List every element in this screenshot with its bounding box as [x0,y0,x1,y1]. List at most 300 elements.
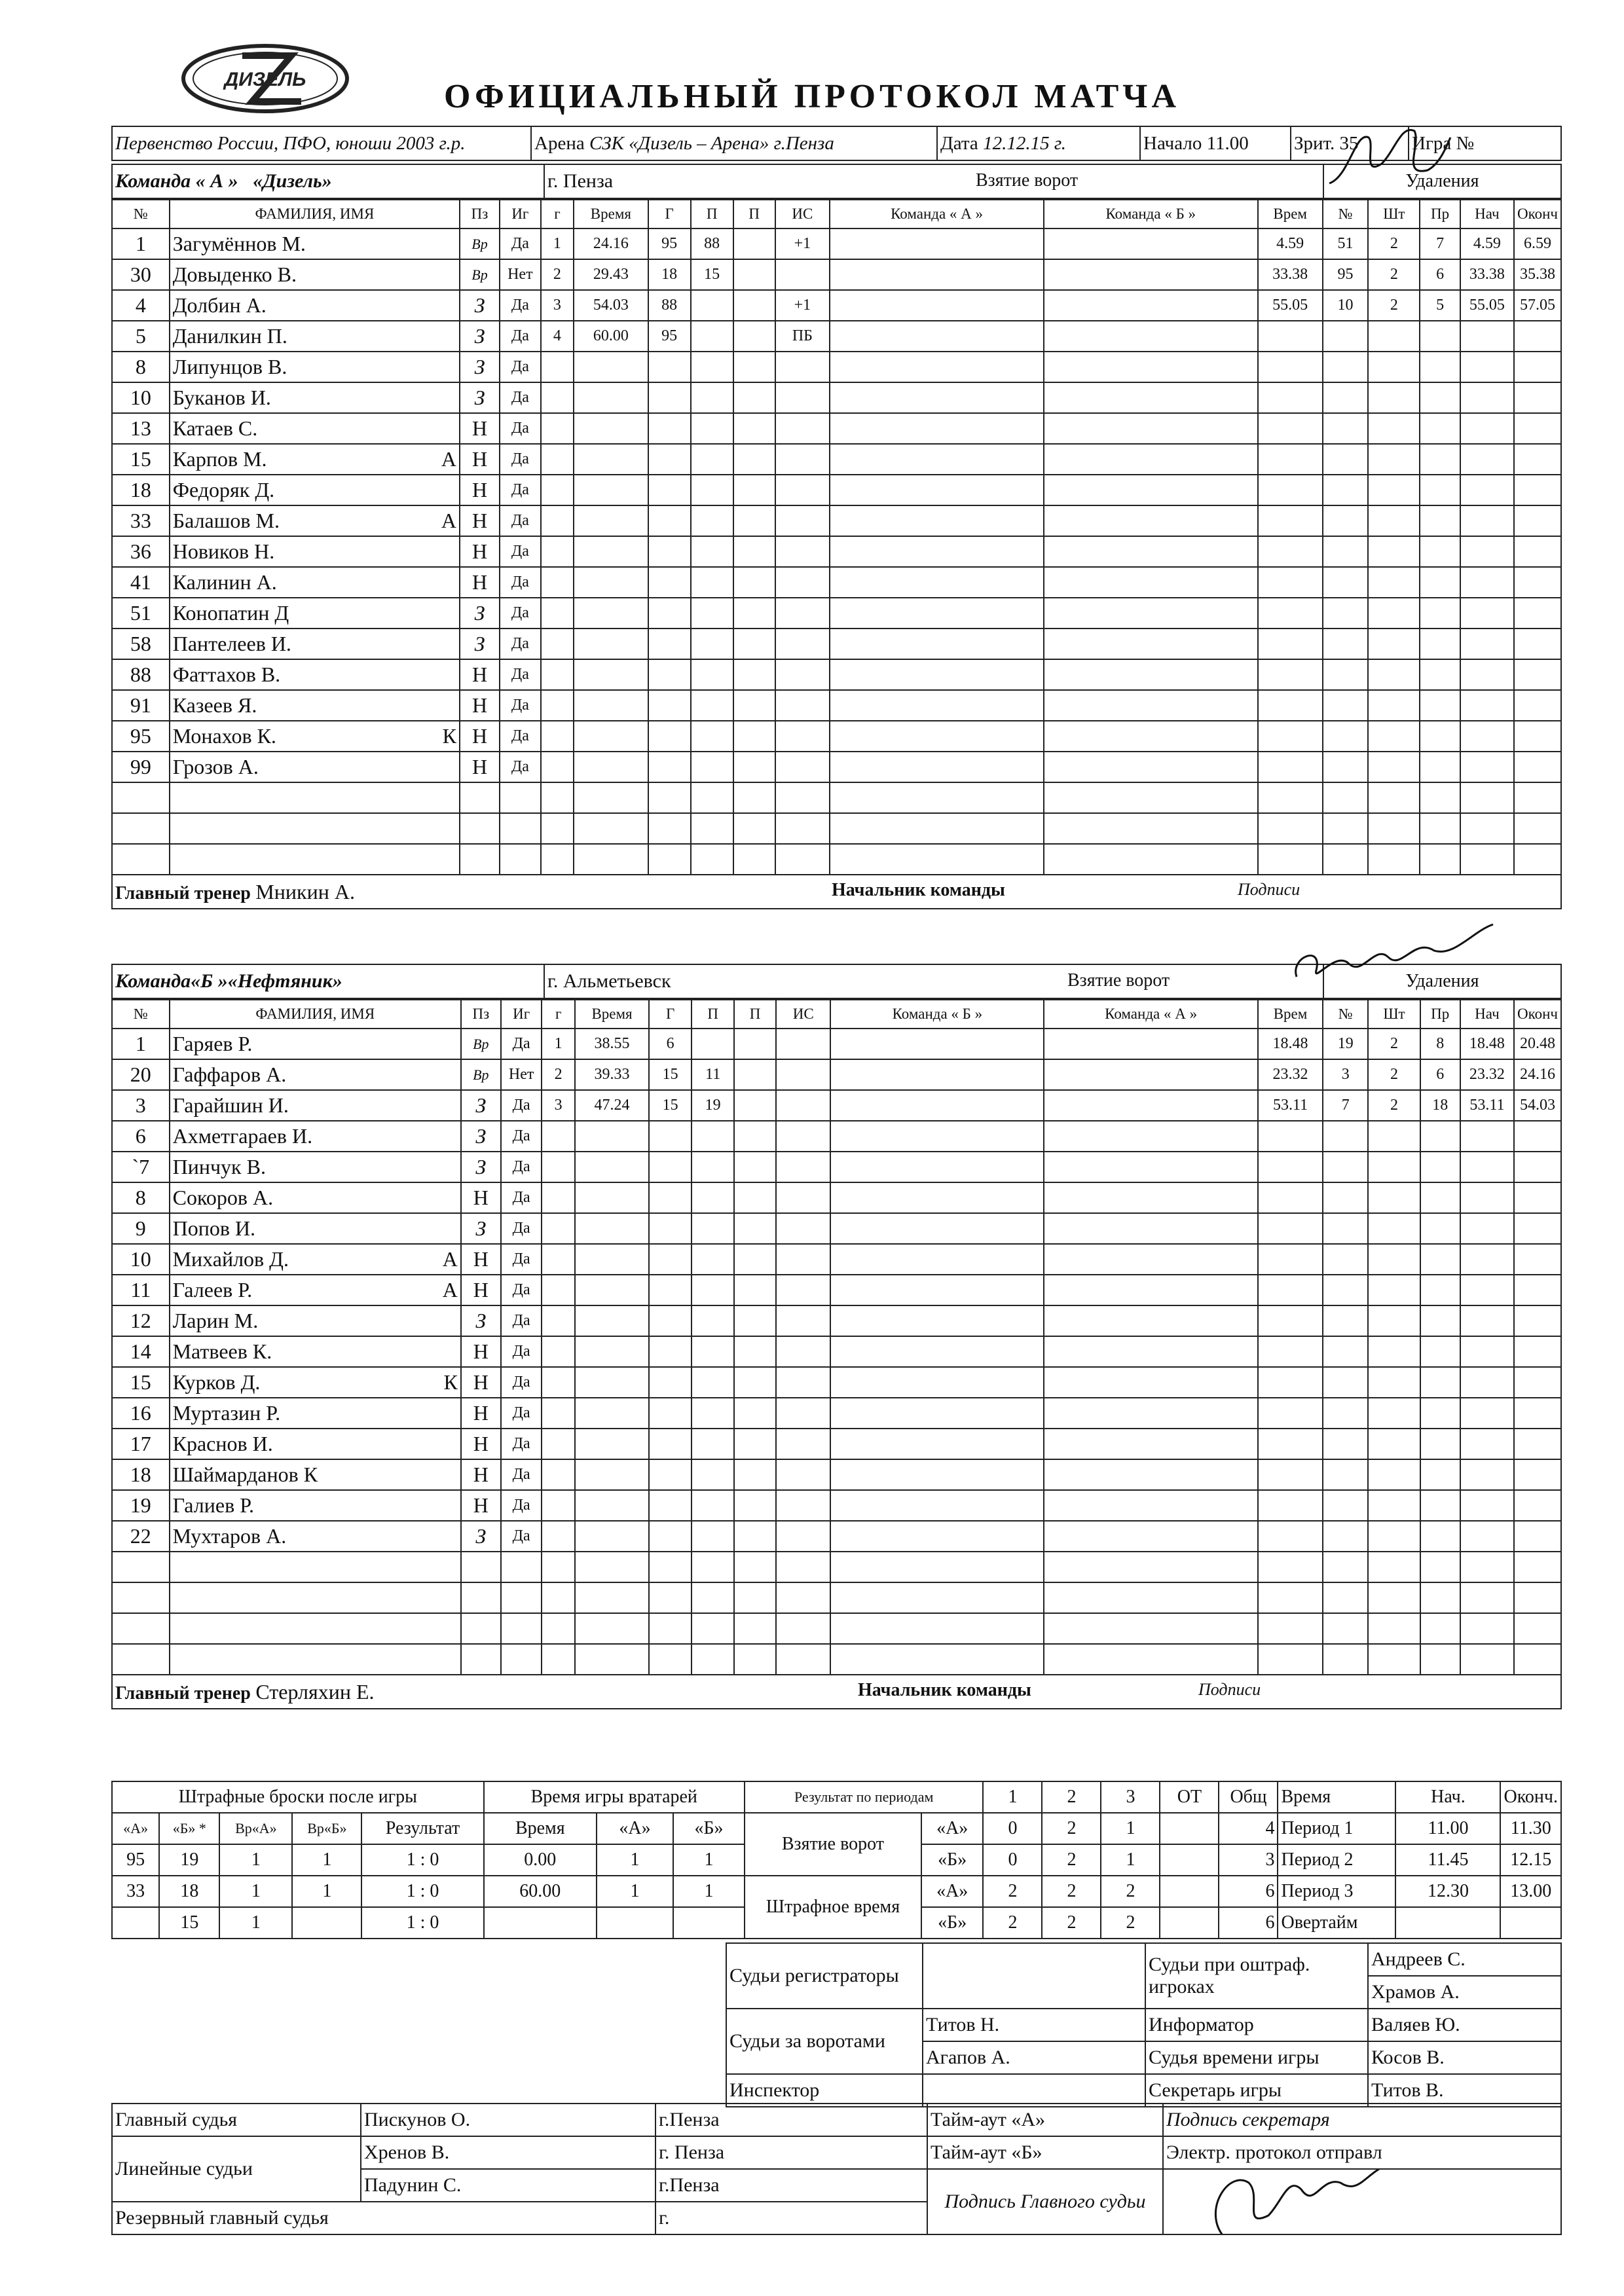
table-row [112,228,1561,259]
team-cell [830,1552,1044,1582]
penalty-cell [1460,1429,1514,1459]
period3-label: Период 3 [1278,1876,1395,1907]
goal-cell [574,813,648,844]
team-b-col-play-3: Иг [501,1000,542,1029]
team-b-col-name-1: ФАМИЛИЯ, ИМЯ [170,1000,461,1029]
penalty-cell: 7 [1420,228,1460,259]
goal-cell [733,690,775,721]
goal-cell [542,1367,574,1398]
player-number: `7 [112,1152,170,1182]
goal-cell: Да [500,629,541,659]
penalty-cell [1420,1521,1460,1552]
penalty-cell [1420,1429,1460,1459]
gk-title: Время игры вратарей [484,1781,745,1813]
penalty-cell [1258,1582,1323,1613]
goal-cell: Да [501,1429,542,1459]
goal-cell [776,1582,830,1613]
penalty-cell [1420,721,1460,752]
penalty-cell: 6 [1420,259,1460,290]
player-number: 36 [112,536,170,567]
goal-cell: 2 [542,1059,574,1090]
goal-cell [776,1275,830,1305]
goal-cell [542,1459,574,1490]
goal-cell [692,1336,734,1367]
penalty-cell [1323,598,1368,629]
penalty-cell [1258,1336,1323,1367]
goal-cell [692,1152,734,1182]
penalty-cell [1460,1490,1514,1521]
goal-judge-1: Титов Н. [923,2009,1145,2041]
goal-judge-2: Агапов А. [923,2041,1145,2074]
team-b-col-pnum-13: № [1323,1000,1368,1029]
team-cell [830,1152,1044,1182]
team-cell [1044,1336,1258,1367]
team-cell [1044,1521,1258,1552]
penalty-cell [1514,1398,1561,1429]
start-label: Начало [1143,132,1202,154]
times-col-time: Время [1278,1781,1395,1813]
goals-b-total: 3 [1219,1844,1278,1876]
penalty-cell [1514,1367,1561,1398]
penalty-cell [1420,752,1460,782]
team-cell [830,444,1044,475]
period2-end: 12.15 [1500,1844,1561,1876]
so-r1-a: 95 [112,1844,159,1876]
penalty-cell [1368,1398,1420,1429]
penalty-cell [1258,1121,1323,1152]
timeout-a-label: Тайм-аут «А» [927,2104,1163,2136]
captain-mark: К [443,1370,458,1394]
player-position [461,1644,501,1675]
gk-r1-time: 0.00 [484,1844,597,1876]
penalty-cell: 55.05 [1258,290,1323,321]
team-cell [830,228,1044,259]
player-position: Н [461,1244,501,1275]
player-number: 4 [112,290,170,321]
penalty-cell [1514,1121,1561,1152]
goal-cell: 60.00 [574,321,648,352]
penalty-cell [1514,1182,1561,1213]
goal-cell [542,1182,574,1213]
table-row [112,444,1561,475]
player-name: Конопатин Д [170,598,460,629]
so-col-gkb: Вр«Б» [292,1813,361,1844]
penalty-cell [1514,1582,1561,1613]
player-number: 19 [112,1490,170,1521]
goal-cell [733,444,775,475]
penalty-cell [1420,1275,1460,1305]
goal-cell [691,813,733,844]
goal-cell [776,1305,830,1336]
goal-cell [692,1582,734,1613]
penalty-cell [1514,690,1561,721]
player-position [461,1582,501,1613]
period1-start: 11.00 [1395,1813,1500,1844]
penalty-cell [1514,844,1561,875]
penalty-cell [1258,505,1323,536]
table-row [112,505,1561,536]
player-name: Казеев Я. [170,690,460,721]
table-row [112,629,1561,659]
penalty-cell [1514,1490,1561,1521]
penalty-cell [1258,1459,1323,1490]
period-col-total: Общ [1219,1781,1278,1813]
goals-b-p1: 0 [983,1844,1042,1876]
goal-cell: 3 [542,1090,574,1121]
penalty-cell [1420,321,1460,352]
penalty-cell [1323,1429,1368,1459]
team-a-goals-header: Взятие ворот [976,170,1079,191]
team-a-col-pr-15: Пр [1420,200,1460,228]
goal-cell [648,752,691,782]
penalty-cell: 8 [1420,1029,1460,1059]
table-row [112,259,1561,290]
player-position: Н [460,413,500,444]
team-cell [830,290,1044,321]
player-name: Ларин М. [170,1305,461,1336]
arena: СЗК «Дизель – Арена» г.Пенза [589,132,834,154]
goal-cell [574,536,648,567]
penalty-cell [1514,505,1561,536]
goal-cell [734,1398,776,1429]
goal-cell [648,813,691,844]
team-cell [830,1213,1044,1244]
goal-cell [501,1613,542,1644]
goal-cell [541,475,574,505]
goal-cell [733,475,775,505]
player-name: Новиков Н. [170,536,460,567]
table-row [112,752,1561,782]
penalty-cell [1460,321,1514,352]
so-r2-gka: 1 [219,1876,292,1907]
goal-cell [775,475,830,505]
team-b-col-teamA-11: Команда « А » [1044,1000,1258,1029]
table-row [112,1029,1561,1059]
player-name [170,813,460,844]
goal-cell [734,1182,776,1213]
team-b-col-G-6: Г [649,1000,692,1029]
goal-cell [691,475,733,505]
team-a-penalties-header: Удаления [1323,164,1561,198]
player-number: 20 [112,1059,170,1090]
team-cell [1044,782,1257,813]
pen-b-total: 6 [1219,1907,1278,1939]
penalty-cell [1460,1459,1514,1490]
goal-cell [692,1275,734,1305]
team-b-coach: Стерляхин Е. [255,1679,375,1704]
penalty-cell [1460,1182,1514,1213]
goal-cell [776,1059,830,1090]
penalty-cell [1420,382,1460,413]
penalty-cell [1258,659,1323,690]
goal-cell [541,782,574,813]
goal-cell [734,1582,776,1613]
table-row [112,1367,1561,1398]
player-number: 10 [112,1244,170,1275]
penalty-cell: 33.38 [1460,259,1514,290]
penalty-cell [1258,690,1323,721]
goal-cell: Да [501,1090,542,1121]
penalty-cell [1323,1152,1368,1182]
player-name: Гарайшин И. [170,1090,461,1121]
penalty-cell [1514,629,1561,659]
player-position: Н [460,536,500,567]
goal-cell [776,1552,830,1582]
goal-cell: Да [501,1305,542,1336]
goal-cell [692,1367,734,1398]
goal-cell [649,1182,692,1213]
pen-team-b-label: «Б» [921,1907,984,1939]
penalty-cell [1420,1336,1460,1367]
team-b-footer [111,1675,1562,1709]
penalty-cell [1420,1244,1460,1275]
player-name: Липунцов В. [170,352,460,382]
shootout-title: Штрафные броски после игры [112,1781,484,1813]
penalty-cell [1258,1367,1323,1398]
penalty-cell [1323,1336,1368,1367]
goal-cell [691,413,733,444]
goal-cell [542,1398,574,1429]
goal-cell: Да [501,1367,542,1398]
player-name: Монахов К. К [170,721,460,752]
goal-cell [574,598,648,629]
player-position [460,782,500,813]
table-row [112,598,1561,629]
so-r3-a [112,1907,159,1939]
goal-cell [776,1644,830,1675]
penalty-cell: 23.32 [1460,1059,1514,1090]
goals-a-p1: 0 [983,1813,1042,1844]
player-position: Н [460,721,500,752]
team-a-col-play-3: Иг [500,200,541,228]
timekeeper: Косов В. [1368,2041,1561,2074]
player-name: Шаймарданов К [170,1459,461,1490]
goal-cell [541,352,574,382]
penalty-cell [1368,844,1420,875]
player-number: 15 [112,1367,170,1398]
pen-a-p2: 2 [1042,1876,1101,1907]
player-number [112,1552,170,1582]
penalty-cell [1368,321,1420,352]
penalty-cell [1420,352,1460,382]
goal-cell [692,1029,734,1059]
arena-label: Арена [534,132,585,154]
pen-b-p2: 2 [1042,1907,1101,1939]
goal-cell [692,1213,734,1244]
player-number: 17 [112,1429,170,1459]
goals-team-a-label: «А» [921,1813,984,1844]
goal-cell [575,1152,649,1182]
penalty-cell [1514,1552,1561,1582]
player-number: 16 [112,1398,170,1429]
goal-cell [775,782,830,813]
penalty-cell [1258,352,1323,382]
penalty-cell [1368,721,1420,752]
goal-cell [500,782,541,813]
goal-cell [691,444,733,475]
team-b-col-end-17: Оконч [1514,1000,1561,1029]
penalty-cell [1460,1644,1514,1675]
so-col-a: «А» [112,1813,159,1844]
goal-cell: Да [500,444,541,475]
player-number: 10 [112,382,170,413]
goal-cell: 29.43 [574,259,648,290]
so-r2-result: 1 : 0 [361,1876,483,1907]
player-position: З [460,382,500,413]
team-cell [1044,659,1257,690]
informator-label: Информатор [1145,2009,1368,2041]
team-cell [1044,844,1257,875]
goal-cell [775,690,830,721]
table-row [112,290,1561,321]
goal-cell [734,1336,776,1367]
electronic-protocol-label: Электр. протокол отправл [1163,2136,1561,2169]
team-a-col-start-16: Нач [1460,200,1514,228]
goal-cell [734,1029,776,1059]
goal-cell [648,444,691,475]
penalty-cell [1420,1182,1460,1213]
goal-cell [649,1490,692,1521]
team-cell [830,813,1044,844]
gk-r1-b: 1 [673,1844,745,1876]
table-row [112,1644,1561,1675]
penalty-cell: 18.48 [1258,1029,1323,1059]
goal-cell: 11 [692,1059,734,1090]
table-row [112,844,1561,875]
goal-cell: Да [501,1459,542,1490]
player-name: Федоряк Д. [170,475,460,505]
penalty-cell [1323,752,1368,782]
team-cell [830,1244,1044,1275]
penalty-cell [1420,1152,1460,1182]
goal-cell [574,659,648,690]
team-cell [830,844,1044,875]
penalty-cell [1514,413,1561,444]
goal-cell: Да [500,228,541,259]
goal-cell [649,1613,692,1644]
penalty-cell [1368,1121,1420,1152]
goal-cell [692,1244,734,1275]
so-r2-gkb: 1 [292,1876,361,1907]
player-name: Фаттахов В. [170,659,460,690]
team-b-section [111,964,1562,1709]
team-cell [830,352,1044,382]
team-cell [830,1459,1044,1490]
chief-referee: Пискунов О. [361,2104,655,2136]
player-name: Гаряев Р. [170,1029,461,1059]
goal-cell [691,598,733,629]
player-name: Галеев Р. А [170,1275,461,1305]
team-cell [1044,1182,1258,1213]
goal-cell [734,1521,776,1552]
team-a-col-teamB-11: Команда « Б » [1044,200,1257,228]
penalty-cell [1368,1582,1420,1613]
penalty-cell [1323,352,1368,382]
goal-cell [692,1305,734,1336]
timekeeper-label: Судья времени игры [1145,2041,1368,2074]
team-b-col-P-7: П [692,1000,734,1029]
spectators: 35 [1339,132,1359,154]
team-cell [1044,444,1257,475]
penalty-cell [1323,1367,1368,1398]
date: 12.12.15 г. [983,132,1066,154]
player-number: 22 [112,1521,170,1552]
team-cell [830,752,1044,782]
penalty-cell [1323,1213,1368,1244]
goal-cell [501,1582,542,1613]
player-number: 15 [112,444,170,475]
penalty-cell [1258,598,1323,629]
reserve-chief-label: Резервный главный судья [112,2202,655,2234]
team-cell [830,1029,1044,1059]
penalty-cell: 3 [1323,1059,1368,1090]
officials-block [726,1942,1562,2107]
team-cell [830,1182,1044,1213]
penalty-cell [1460,690,1514,721]
goals-team-b-label: «Б» [921,1844,984,1876]
penalty-cell [1460,1305,1514,1336]
table-row [112,1182,1561,1213]
goal-cell [733,844,775,875]
team-a-col-teamA-10: Команда « А » [830,200,1044,228]
penalty-cell [1323,1613,1368,1644]
goal-cell [775,844,830,875]
goal-cell [542,1521,574,1552]
player-number: 8 [112,352,170,382]
team-cell [1044,505,1257,536]
player-name: Муртазин Р. [170,1398,461,1429]
goal-cell [574,352,648,382]
team-a-chief-label: Начальник команды [832,879,1005,900]
so-r1-b: 19 [159,1844,219,1876]
goal-cell [692,1398,734,1429]
penalty-cell: 10 [1323,290,1368,321]
penalty-cell [1368,444,1420,475]
player-position: Вр [460,228,500,259]
penalty-cell [1420,536,1460,567]
goal-cell [541,690,574,721]
penalty-cell: 4.59 [1460,228,1514,259]
player-name: Матвеев К. [170,1336,461,1367]
penalty-cell [1460,382,1514,413]
penalty-cell [1420,1490,1460,1521]
goal-cell: Да [501,1029,542,1059]
goal-cell [648,721,691,752]
goals-b-p3: 1 [1101,1844,1160,1876]
team-a-section [111,164,1562,909]
table-row [112,721,1561,752]
team-cell [1044,536,1257,567]
goal-cell [734,1644,776,1675]
so-r1-gkb: 1 [292,1844,361,1876]
penalty-cell [1258,382,1323,413]
goal-cell [734,1305,776,1336]
goal-cell [648,352,691,382]
team-cell [1044,1367,1258,1398]
player-position: Н [461,1459,501,1490]
goal-cell [733,567,775,598]
penalty-cell [1368,1644,1420,1675]
penalty-cell [1420,444,1460,475]
penalty-cell [1258,1613,1323,1644]
penalty-cell [1368,1613,1420,1644]
team-b-col-pos-2: Пз [461,1000,501,1029]
player-position: Н [460,690,500,721]
goal-cell [575,1182,649,1213]
team-cell [830,1429,1044,1459]
penalty-cell: 6.59 [1514,228,1561,259]
goal-cell [648,782,691,813]
